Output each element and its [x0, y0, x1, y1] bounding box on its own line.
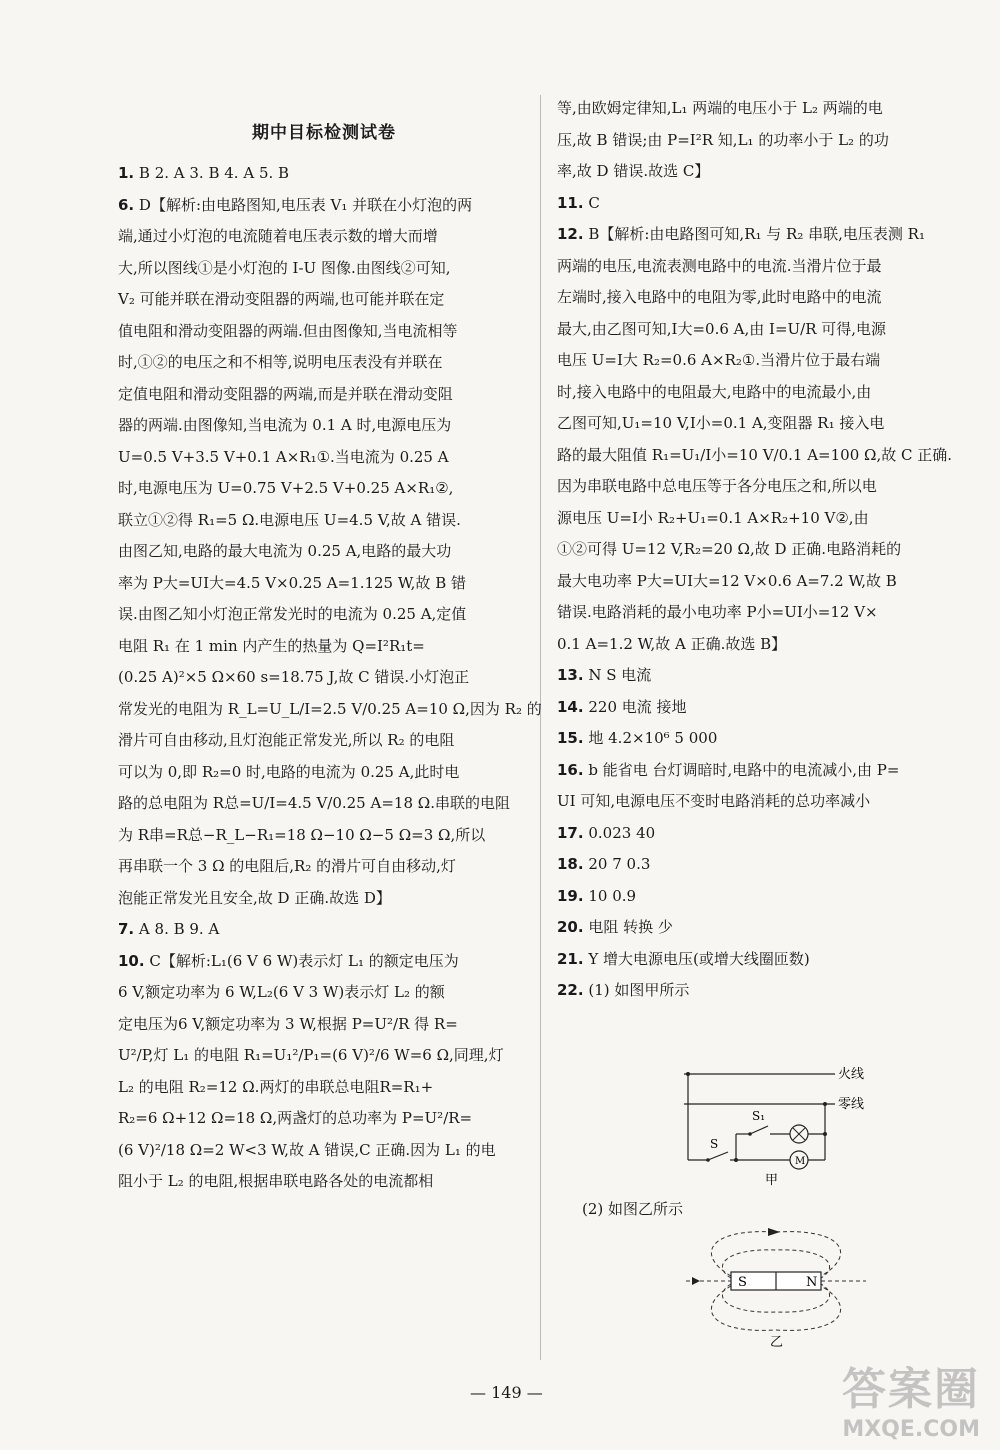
- answer-text-line: 率为 P大=UI大=4.5 V×0.25 A=1.125 W,故 B 错: [118, 573, 466, 592]
- answer-text-line: 可以为 0,即 R₂=0 时,电路的电流为 0.25 A,此时电: [118, 762, 460, 781]
- answer-text-line: Y 增大电源电压(或增大线圈匝数): [588, 949, 810, 968]
- item-number: 6.: [118, 195, 135, 214]
- answer-item: [557, 660, 967, 692]
- answer-text-line: 时,电源电压为 U=0.75 V+2.5 V+0.25 A×R₁②,: [118, 479, 454, 497]
- answer-item: [118, 190, 542, 915]
- answer-text-line: 因为串联电路中总电压等于各分电压之和,所以电: [557, 477, 877, 495]
- answer-text-line: 0.1 A=1.2 W,故 A 正确.故选 B】: [557, 634, 787, 653]
- answer-text-line: 器的两端.由图像知,当电流为 0.1 A 时,电源电压为: [118, 416, 452, 434]
- answer-item: [557, 93, 967, 188]
- item-number: 11.: [557, 193, 584, 212]
- answer-text-line: V₂ 可能并联在滑动变阻器的两端,也可能并联在定: [118, 290, 445, 308]
- answer-text-line: 220 电流 接地: [588, 697, 687, 716]
- item-number: 12.: [557, 225, 584, 243]
- answer-item: [557, 219, 967, 660]
- item-number: 1.: [118, 164, 135, 182]
- arrow-icon: [692, 1277, 700, 1285]
- neutral-wire-label: 零线: [838, 1097, 865, 1112]
- answer-text-line: 值电阻和滑动变阻器的两端.但由图像知,当电流相等: [118, 321, 458, 340]
- item-number: 20.: [557, 918, 584, 936]
- answer-text-line: 乙图可知,U₁=10 V,I小=0.1 A,变阻器 R₁ 接入电: [557, 414, 885, 432]
- answer-text-line: 最大电功率 P大=UI大=12 V×0.6 A=7.2 W,故 B: [557, 571, 897, 590]
- page-number: — 149 —: [470, 1383, 543, 1402]
- answer-item: [557, 912, 967, 944]
- answer-text-line: R₂=6 Ω+12 Ω=18 Ω,两盏灯的总功率为 P=U²/R=: [118, 1109, 473, 1127]
- item-number: 22.: [557, 981, 584, 999]
- arrow-icon: [768, 1228, 780, 1236]
- answer-text-line: 阻小于 L₂ 的电阻,根据串联电路各处的电流都相: [118, 1172, 434, 1190]
- answer-text-line: B【解析:由电路图可知,R₁ 与 R₂ 串联,电压表测 R₁: [588, 225, 925, 243]
- watermark-logo: 答案圈 MXQE.COM: [842, 1364, 980, 1442]
- answer-item: [118, 946, 530, 1198]
- answer-text-line: 再串联一个 3 Ω 的电阻后,R₂ 的滑片可自由移动,灯: [118, 857, 456, 875]
- answer-text-line: 路的总电阻为 R总=U/I=4.5 V/0.25 A=18 Ω.串联的电阻: [118, 794, 510, 812]
- answer-text-line: b 能省电 台灯调暗时,电路中的电流减小,由 P=: [588, 760, 900, 779]
- left-column: [118, 158, 542, 1198]
- answer-text-line: N S 电流: [588, 666, 652, 684]
- figure-yi-caption: 乙: [770, 1335, 784, 1348]
- answer-item: [557, 755, 967, 818]
- answer-text-line: 等,由欧姆定律知,L₁ 两端的电压小于 L₂ 两端的电: [557, 99, 883, 117]
- answer-text-line: 滑片可自由移动,且灯泡能正常发光,所以 R₂ 的电阻: [118, 731, 455, 749]
- item-number: 16.: [557, 760, 584, 779]
- answer-item: [118, 914, 530, 946]
- page-title: 期中目标检测试卷: [252, 123, 396, 143]
- answer-text-line: 20 7 0.3: [588, 855, 651, 873]
- item-number: 17.: [557, 823, 584, 842]
- answer-text-line: UI 可知,电源电压不变时电路消耗的总功率减小: [557, 792, 871, 810]
- answer-text-line: 定电压为6 V,额定功率为 3 W,根据 P=U²/R 得 R=: [118, 1014, 458, 1033]
- answer-text-line: 两端的电压,电流表测电路中的电流.当滑片位于最: [557, 256, 882, 275]
- answer-text-line: D【解析:由电路图知,电压表 V₁ 并联在小灯泡的两: [138, 195, 473, 214]
- answer-text-line: 常发光的电阻为 R_L=U_L/I=2.5 V/0.25 A=10 Ω,因为 R₂ 的: [118, 699, 542, 718]
- answer-text-line: 电阻 R₁ 在 1 min 内产生的热量为 Q=I²R₁t=: [118, 636, 425, 655]
- answer-text-line: 时,①②的电压之和不相等,说明电压表没有并联在: [118, 353, 443, 371]
- answer-item: [557, 881, 967, 913]
- switch-s: [708, 1152, 728, 1160]
- answer-text-line: 时,接入电路中的电阻最大,电路中的电流最小,由: [557, 382, 872, 401]
- answer-item: [557, 692, 967, 724]
- right-column: [557, 93, 967, 1007]
- answer-text-line: A 8. B 9. A: [138, 920, 220, 938]
- answer-text-line: 误.由图乙知小灯泡正常发光时的电流为 0.25 A,定值: [118, 605, 467, 623]
- item-number: 13.: [557, 666, 584, 684]
- answer-text-line: 电阻 转换 少: [588, 918, 673, 936]
- answer-text-line: (6 V)²/18 Ω=2 W<3 W,故 A 错误,C 正确.因为 L₁ 的电: [118, 1140, 496, 1159]
- answer-item: [557, 849, 967, 881]
- answer-text-line: 错误.电路消耗的最小电功率 P小=UI小=12 V×: [557, 603, 878, 621]
- switch-s1: [750, 1126, 768, 1134]
- item-number: 19.: [557, 886, 584, 905]
- answer-item: [557, 944, 967, 976]
- answer-text-line: 联立①②得 R₁=5 Ω.电源电压 U=4.5 V,故 A 错误.: [118, 510, 461, 529]
- answer-text-line: 6 V,额定功率为 6 W,L₂(6 V 3 W)表示灯 L₂ 的额: [118, 983, 445, 1001]
- column-divider: [540, 95, 541, 1360]
- answer-item: [557, 818, 967, 850]
- item-number: 21.: [557, 949, 584, 968]
- answer-text-line: 10 0.9: [588, 886, 637, 905]
- answer-text-line: 电压 U=I大 R₂=0.6 A×R₂①.当滑片位于最右端: [557, 351, 881, 369]
- answer-text-line: 由图乙知,电路的最大电流为 0.25 A,电路的最大功: [118, 542, 452, 560]
- answer-text-line: 左端时,接入电路中的电阻为零,此时电路中的电流: [557, 288, 882, 306]
- answer-text-line: ①②可得 U=12 V,R₂=20 Ω,故 D 正确.电路消耗的: [557, 540, 902, 558]
- answer-text-line: 为 R串=R总−R_L−R₁=18 Ω−10 Ω−5 Ω=3 Ω,所以: [118, 825, 486, 844]
- answer-text-line: 端,通过小灯泡的电流随着电压表示数的增大而增: [118, 227, 438, 245]
- magnet-field-diagram-yi: [676, 1228, 876, 1348]
- answer-text-line: 压,故 B 错误;由 P=I²R 知,L₁ 的功率小于 L₂ 的功: [557, 130, 889, 149]
- answer-text-line: 大,所以图线①是小灯泡的 I-U 图像.由图线②可知,: [118, 258, 451, 277]
- circuit-diagram-jia: [670, 1062, 900, 1192]
- answer-text-line: (0.25 A)²×5 Ω×60 s=18.75 J,故 C 错误.小灯泡正: [118, 668, 470, 686]
- answer-item: [557, 723, 967, 755]
- answer-text-line: U=0.5 V+3.5 V+0.1 A×R₁①.当电流为 0.25 A: [118, 447, 449, 466]
- answer-text-line: 源电压 U=I小 R₂+U₁=0.1 A×R₂+10 V②,由: [557, 508, 869, 527]
- motor-label: M: [795, 1156, 806, 1167]
- switch-s-label: S: [710, 1137, 719, 1151]
- item-number: 10.: [118, 951, 145, 970]
- answer-item: [118, 158, 530, 190]
- item-number: 14.: [557, 697, 584, 716]
- answer-text-line: C: [588, 193, 600, 212]
- answer-text-line: C【解析:L₁(6 V 6 W)表示灯 L₁ 的额定电压为: [149, 951, 459, 970]
- pole-n-label: N: [806, 1275, 818, 1290]
- pole-s-label: S: [738, 1275, 747, 1290]
- answer-text-line: L₂ 的电阻 R₂=12 Ω.两灯的串联总电阻R=R₁+: [118, 1077, 434, 1096]
- answer-text-line: 最大,由乙图可知,I大=0.6 A,由 I=U/R 可得,电源: [557, 319, 887, 338]
- answer-item: [557, 188, 967, 220]
- answer-text-line: 路的最大阻值 R₁=U₁/I小=10 V/0.1 A=100 Ω,故 C 正确.: [557, 445, 952, 464]
- answer-item: [557, 975, 967, 1007]
- answer-text-line: B 2. A 3. B 4. A 5. B: [138, 164, 290, 182]
- item-number: 7.: [118, 920, 135, 938]
- live-wire-label: 火线: [838, 1067, 865, 1082]
- answer-text-line: 地 4.2×10⁶ 5 000: [588, 729, 718, 747]
- item-number: 15.: [557, 729, 584, 747]
- switch-s1-label: S₁: [752, 1109, 766, 1123]
- answer-text-line: 泡能正常发光且安全,故 D 正确.故选 D】: [118, 888, 391, 907]
- item-number: 18.: [557, 855, 584, 873]
- answer-text-line: 0.023 40: [588, 823, 656, 842]
- answer-text-line: (1) 如图甲所示: [588, 981, 690, 999]
- answer-text-line: 率,故 D 错误.故选 C】: [557, 162, 710, 180]
- figure-jia-caption: 甲: [765, 1173, 779, 1188]
- part-2-label: (2) 如图乙所示: [582, 1200, 684, 1218]
- answer-text-line: 定值电阻和滑动变阻器的两端,而是并联在滑动变阻: [118, 384, 453, 403]
- answer-text-line: U²/P,灯 L₁ 的电阻 R₁=U₁²/P₁=(6 V)²/6 W=6 Ω,同理,灯: [118, 1046, 504, 1064]
